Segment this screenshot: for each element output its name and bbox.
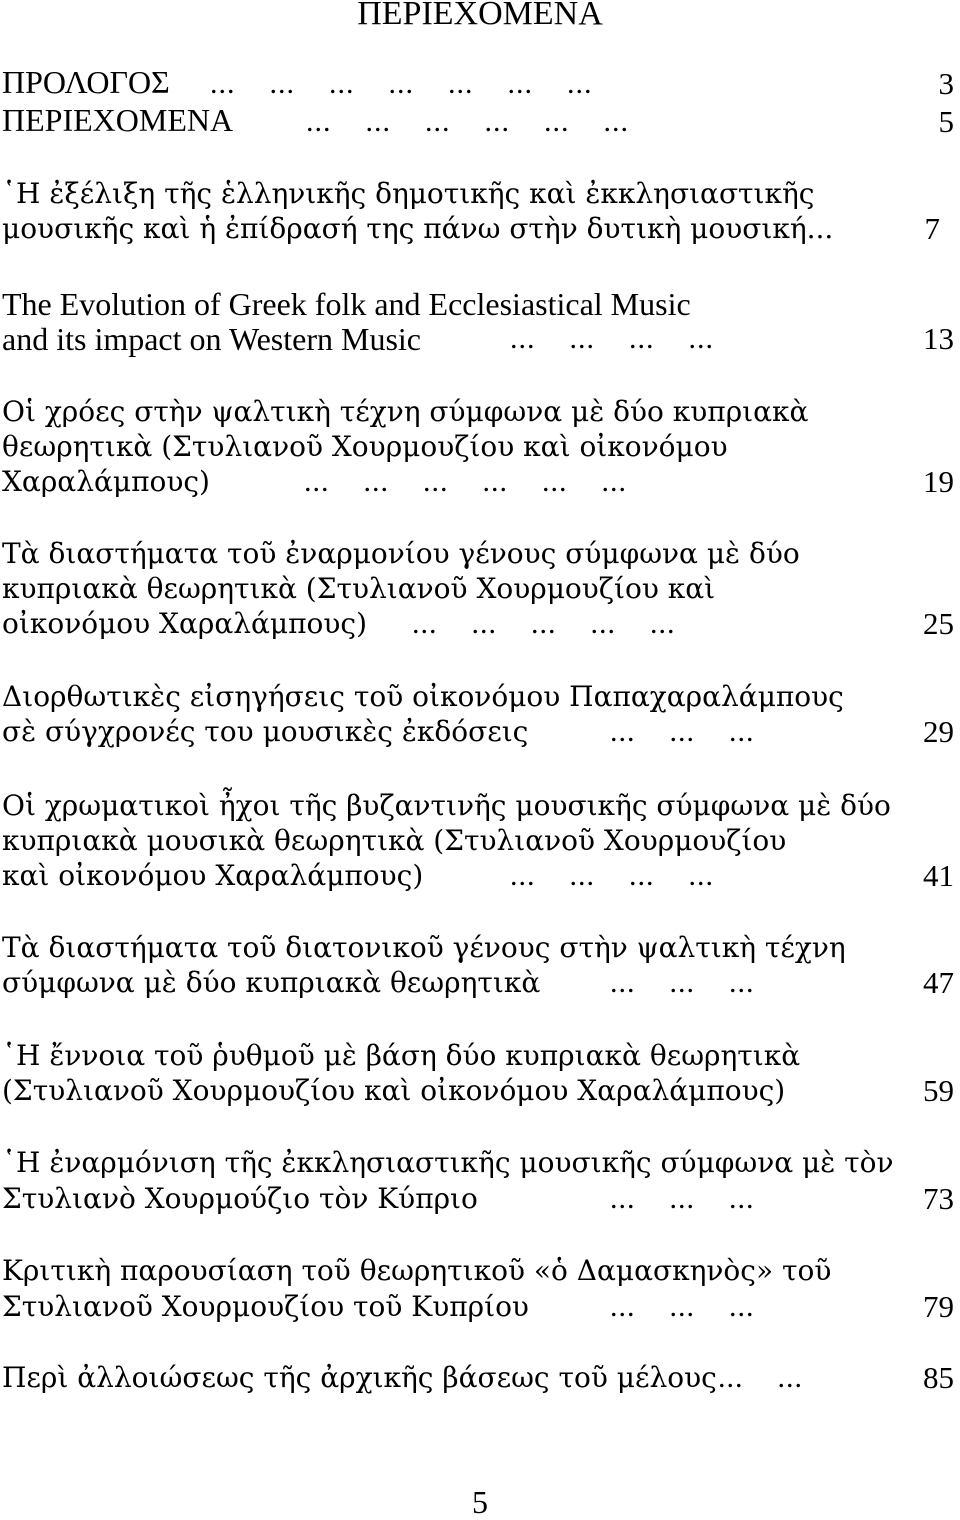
toc-entry-title-line: μουσικῆς καὶ ἡ ἐπίδρασή της πάνω στὴν δυτικὴ μουσική... [2,212,834,245]
toc-entry-page-number: 19 [923,464,954,499]
toc-entry-leader-dots: ... ... ... ... [510,322,714,355]
toc-entry-title-line: and its impact on Western Music [2,321,421,357]
toc-entry-title-line: οἰκονόμου Χαραλάμπους) [2,607,367,640]
toc-entry-leader-dots: ... ... ... ... [510,859,714,892]
toc-entry-title-line: Κριτικὴ παρουσίαση τοῦ θεωρητικοῦ «ὁ Δαμασκηνὸς» τοῦ [2,1254,832,1287]
toc-entry-title-line: κυπριακὰ μουσικὰ θεωρητικὰ (Στυλιανοῦ Χουρμουζίου [2,824,787,857]
toc-entry-title-line: Οἱ χρωματικοὶ ἦχοι τῆς βυζαντινῆς μουσικῆς σύμφωνα μὲ δύο [2,789,891,822]
toc-entry-leader-dots: ... ... ... ... ... ... [304,465,627,498]
toc-entry-leader-dots: ... ... ... ... ... ... [306,105,629,138]
toc-entry-page-number: 25 [923,606,954,641]
toc-entry-title-line: The Evolution of Greek folk and Ecclesiastical Music [2,286,691,322]
toc-entry-page-number: 79 [923,1289,954,1324]
toc-entry-title-line: σὲ σύγχρονές του μουσικὲς ἐκδόσεις [2,715,529,748]
toc-entry-leader-dots: ... ... [718,1361,803,1394]
toc-entry-page-number: 29 [923,714,954,749]
toc-entry-title-line: Οἱ χρόες στὴν ψαλτικὴ τέχνη σύμφωνα μὲ δύο κυπριακὰ [2,395,809,428]
toc-entry-title-line: (Στυλιανοῦ Χουρμουζίου καὶ οἰκονόμου Χαραλάμπους) [2,1074,786,1107]
toc-entry-page-number: 85 [923,1360,954,1395]
toc-entry-title-line: Τὰ διαστήματα τοῦ ἐναρμονίου γένους σύμφωνα μὲ δύο [2,537,800,570]
toc-entry-page-number: 3 [938,66,954,101]
toc-entry-title-line: ῾Η ἐναρμόνιση τῆς ἐκκλησιαστικῆς μουσικῆς σύμφωνα μὲ τὸν [2,1146,894,1179]
toc-entry-title-line: ΠΕΡΙΕΧΟΜΕΝΑ [2,102,234,138]
toc-entry-leader-dots: ... ... ... [610,1290,755,1323]
toc-entry-leader-dots: ... ... ... ... ... [412,607,676,640]
toc-entry-title-line: Χαραλάμπους) [2,465,210,498]
toc-entry-leader-dots: ... ... ... [610,966,755,999]
toc-entry-title-line: ΠΡΟΛΟΓΟΣ [2,64,170,100]
toc-entry-page-number: 41 [923,858,954,893]
toc-entry-leader-dots: ... ... ... ... ... ... ... [210,67,593,100]
toc-entry-title-line: σύμφωνα μὲ δύο κυπριακὰ θεωρητικὰ [2,966,541,999]
toc-entry-leader-dots: ... ... ... [610,1182,755,1215]
toc-entry-title-line: θεωρητικὰ (Στυλιανοῦ Χουρμουζίου καὶ οἰκονόμου [2,430,728,463]
toc-entry-title-line: ῾Η ἐξέλιξη τῆς ἑλληνικῆς δημοτικῆς καὶ ἐκκλησιαστικῆς [2,177,815,210]
toc-entry-title-line: καὶ οἰκονόμου Χαραλάμπους) [2,859,424,892]
toc-entry-title-line: Στυλιανὸ Χουρμούζιο τὸν Κύπριο [2,1182,478,1215]
toc-entry-page-number: 7 [924,211,940,246]
toc-entry-page-number: 59 [923,1073,954,1108]
toc-entry-page-number: 13 [923,321,954,356]
toc-entry-title-line: κυπριακὰ θεωρητικὰ (Στυλιανοῦ Χουρμουζίου καὶ [2,572,716,605]
toc-entry-page-number: 5 [938,104,954,139]
toc-entry-title-line: Περὶ ἀλλοιώσεως τῆς ἀρχικῆς βάσεως τοῦ μέλους [2,1361,717,1394]
page-title: ΠΕΡΙΕΧΟΜΕΝΑ [357,0,603,32]
toc-entry-title-line: Διορθωτικὲς εἰσηγήσεις τοῦ οἰκονόμου Παπαχαραλάμπους [2,680,844,713]
toc-entry-leader-dots: ... ... ... [610,715,755,748]
toc-entry-page-number: 47 [923,965,954,1000]
toc-entry-title-line: ῾Η ἔννοια τοῦ ῥυθμοῦ μὲ βάση δύο κυπριακὰ θεωρητικὰ [2,1039,801,1072]
toc-entry-page-number: 73 [923,1181,954,1216]
toc-entry-title-line: Στυλιανοῦ Χουρμουζίου τοῦ Κυπρίου [2,1290,529,1323]
footer-page-number: 5 [472,1484,488,1520]
toc-entry-title-line: Τὰ διαστήματα τοῦ διατονικοῦ γένους στὴν ψαλτικὴ τέχνη [2,931,846,964]
